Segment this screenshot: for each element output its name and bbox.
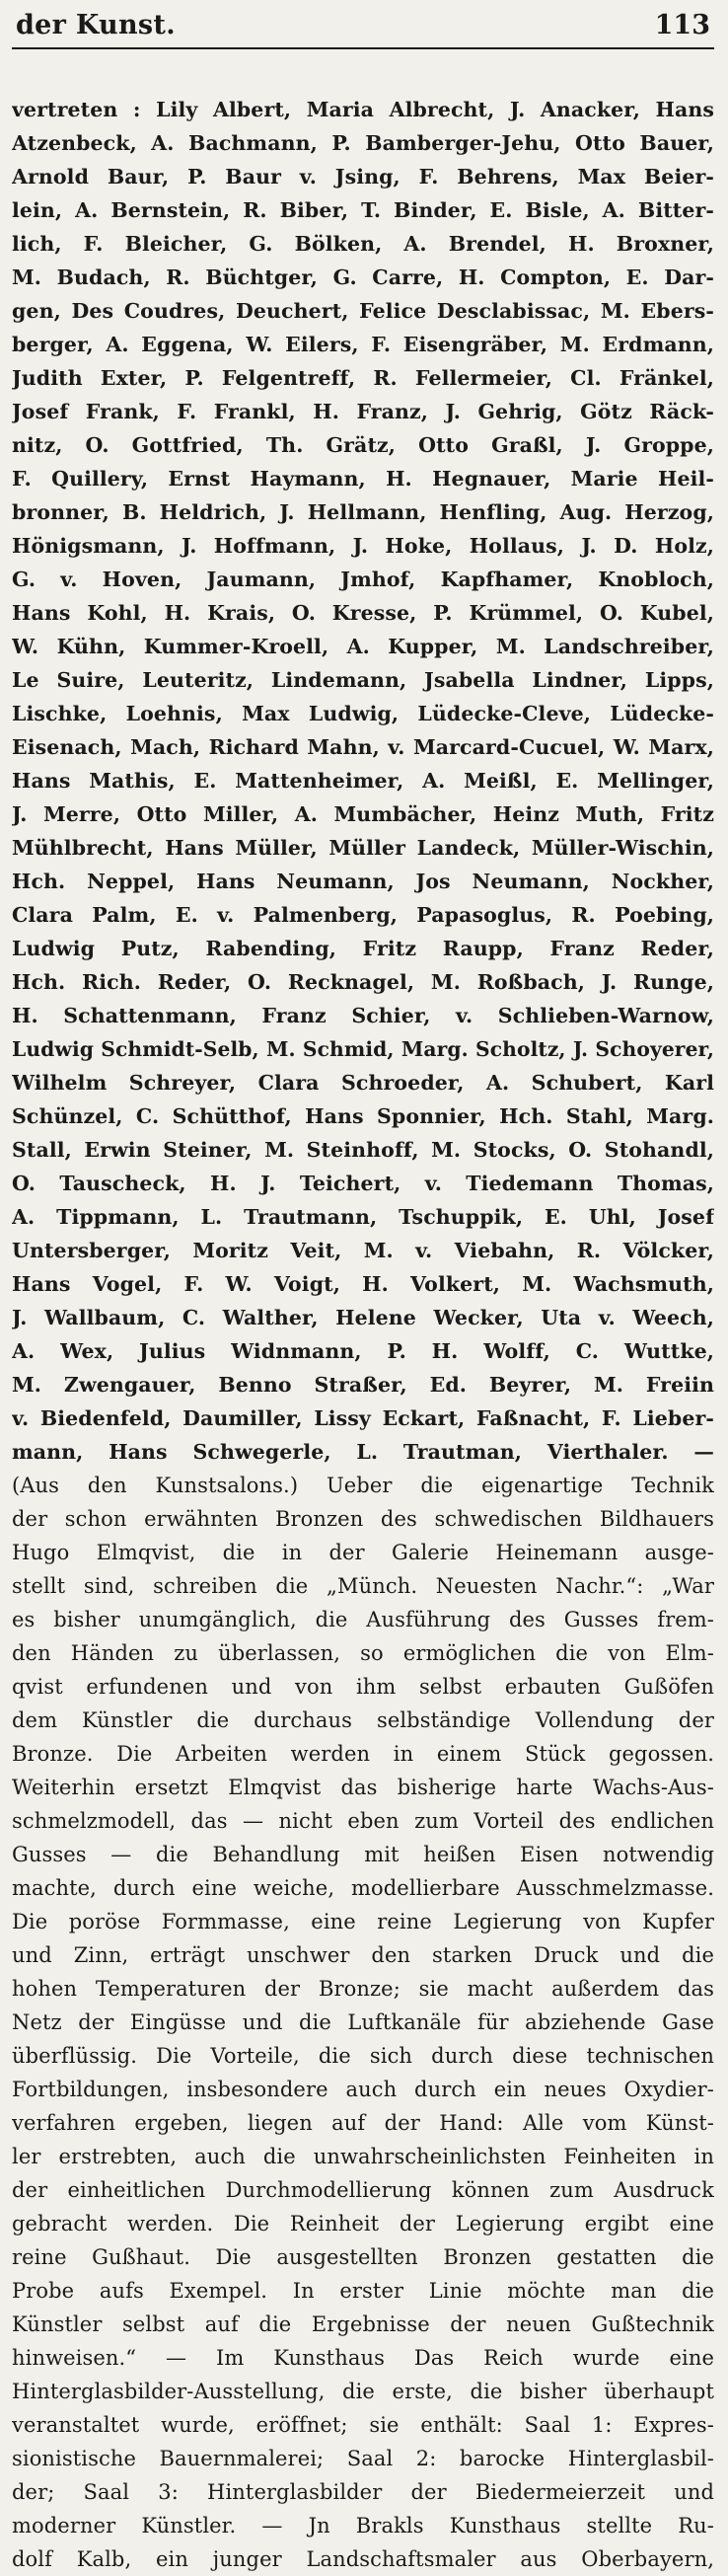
text-line: der schon erwähnten Bronzen des schwedischen Bildhauers xyxy=(12,1507,714,1531)
text-line: F. Quillery, Ernst Haymann, H. Hegnauer, Marie Heil- xyxy=(12,467,714,491)
text-line: Hans Vogel, F. W. Voigt, H. Volkert, M. Wachsmuth, xyxy=(12,1272,714,1296)
text-line: Mühlbrecht, Hans Müller, Müller Landeck, Müller-Wischin, xyxy=(12,836,714,860)
text-line: Ludwig Putz, Rabending, Fritz Raupp, Franz Reder, xyxy=(12,937,714,960)
text-line: stellt sind, schreiben die „Münch. Neuesten Nachr.“: „War xyxy=(12,1574,714,1598)
text-line: M. Zwengauer, Benno Straßer, Ed. Beyrer, M. Freiin xyxy=(12,1373,714,1397)
text-line: qvist erfundenen und von ihm selbst erbauten Gußöfen xyxy=(12,1675,714,1699)
body-text xyxy=(12,93,714,2576)
text-line: bronner, B. Heldrich, J. Hellmann, Henfling, Aug. Herzog, xyxy=(12,500,714,524)
text-line: den Händen zu überlassen, so ermöglichen die von Elm- xyxy=(12,1641,714,1665)
text-line: Hch. Rich. Reder, O. Recknagel, M. Roßbach, J. Runge, xyxy=(12,970,714,994)
text-line: reine Gußhaut. Die ausgestellten Bronzen gestatten die xyxy=(12,2245,714,2269)
text-line: Atzenbeck, A. Bachmann, P. Bamberger-Jehu, Otto Bauer, xyxy=(12,131,714,155)
text-line: berger, A. Eggena, W. Eilers, F. Eisengräber, M. Erdmann, xyxy=(12,333,714,356)
text-line: Schünzel, C. Schütthof, Hans Sponnier, Hch. Stahl, Marg. xyxy=(12,1104,714,1128)
text-line: H. Schattenmann, Franz Schier, v. Schlieben-Warnow, xyxy=(12,1004,714,1027)
text-line: lein, A. Bernstein, R. Biber, T. Binder, E. Bisle, A. Bitter- xyxy=(12,198,714,222)
text-line: Weiterhin ersetzt Elmqvist das bisherige harte Wachs-Aus- xyxy=(12,1776,714,1799)
text-line: Hans Mathis, E. Mattenheimer, A. Meißl, E. Mellinger, xyxy=(12,769,714,793)
text-line: nitz, O. Gottfried, Th. Grätz, Otto Graßl, J. Groppe, xyxy=(12,433,714,457)
text-line: moderner Künstler. — Jn Brakls Kunsthaus stellte Ru- xyxy=(12,2514,714,2538)
text-line: gebracht werden. Die Reinheit der Legierung ergibt eine xyxy=(12,2212,714,2235)
text-line: überflüssig. Die Vorteile, die sich durch diese technischen xyxy=(12,2044,714,2068)
text-line: Eisenach, Mach, Richard Mahn, v. Marcard-Cucuel, W. Marx, xyxy=(12,735,714,759)
text-line: Hinterglasbilder-Ausstellung, die erste, die bisher überhaupt xyxy=(12,2380,714,2403)
text-line: hinweisen.“ — Im Kunsthaus Das Reich wurde eine xyxy=(12,2346,714,2370)
text-line: Fortbildungen, insbesondere auch durch ein neues Oxydier- xyxy=(12,2078,714,2101)
text-line: A. Wex, Julius Widnmann, P. H. Wolff, C. Wuttke, xyxy=(12,1339,714,1363)
text-line: Josef Frank, F. Frankl, H. Franz, J. Gehrig, Götz Räck- xyxy=(12,400,714,423)
text-line: Hch. Neppel, Hans Neumann, Jos Neumann, Nockher, xyxy=(12,870,714,893)
text-line: J. Wallbaum, C. Walther, Helene Wecker, Uta v. Weech, xyxy=(12,1306,714,1329)
page-number: 113 xyxy=(654,10,710,40)
text-line: dolf Kalb, ein junger Landschaftsmaler aus Oberbayern, xyxy=(12,2547,714,2571)
text-line: (Aus den Kunstsalons.) Ueber die eigenartige Technik xyxy=(12,1474,714,1497)
text-line: Künstler selbst auf die Ergebnisse der neuen Gußtechnik xyxy=(12,2312,714,2336)
text-line: Netz der Eingüsse und die Luftkanäle für abziehende Gase xyxy=(12,2010,714,2034)
text-line: A. Tippmann, L. Trautmann, Tschuppik, E. Uhl, Josef xyxy=(12,1205,714,1229)
text-line: Bronze. Die Arbeiten werden in einem Stück gegossen. xyxy=(12,1742,714,1766)
text-line: gen, Des Coudres, Deuchert, Felice Desclabissac, M. Ebers- xyxy=(12,299,714,323)
text-line: Hönigsmann, J. Hoffmann, J. Hoke, Hollaus, J. D. Holz, xyxy=(12,534,714,558)
text-line: Ludwig Schmidt-Selb, M. Schmid, Marg. Scholtz, J. Schoyerer, xyxy=(12,1037,714,1061)
text-line: Arnold Baur, P. Baur v. Jsing, F. Behrens, Max Beier- xyxy=(12,165,714,189)
text-line: es bisher unumgänglich, die Ausführung des Gusses frem- xyxy=(12,1608,714,1631)
text-line: Stall, Erwin Steiner, M. Steinhoff, M. Stocks, O. Stohandl, xyxy=(12,1138,714,1162)
text-line: J. Merre, Otto Miller, A. Mumbächer, Heinz Muth, Fritz xyxy=(12,802,714,826)
text-line: M. Budach, R. Büchtger, G. Carre, H. Compton, E. Dar- xyxy=(12,265,714,289)
text-line: der einheitlichen Durchmodellierung können zum Ausdruck xyxy=(12,2178,714,2202)
text-line: G. v. Hoven, Jaumann, Jmhof, Kapfhamer, Knobloch, xyxy=(12,568,714,591)
text-line: Le Suire, Leuteritz, Lindemann, Jsabella Lindner, Lipps, xyxy=(12,668,714,692)
text-line: lich, F. Bleicher, G. Bölken, A. Brendel, H. Broxner, xyxy=(12,232,714,256)
text-line: machte, durch eine weiche, modellierbare Ausschmelzmasse. xyxy=(12,1876,714,1900)
text-line: der; Saal 3: Hinterglasbilder der Biedermeierzeit und xyxy=(12,2480,714,2504)
text-line: W. Kühn, Kummer-Kroell, A. Kupper, M. Landschreiber, xyxy=(12,635,714,658)
text-line: ler erstrebten, auch die unwahrscheinlichsten Feinheiten in xyxy=(12,2145,714,2168)
text-line: v. Biedenfeld, Daumiller, Lissy Eckart, Faßnacht, F. Lieber- xyxy=(12,1406,714,1430)
header-rule xyxy=(12,47,714,49)
text-line: Wilhelm Schreyer, Clara Schroeder, A. Schubert, Karl xyxy=(12,1071,714,1095)
text-line: veranstaltet wurde, eröffnet; sie enthält: Saal 1: Expres- xyxy=(12,2413,714,2437)
running-head: der Kunst. xyxy=(16,10,176,40)
text-line: schmelzmodell, das — nicht eben zum Vorteil des endlichen xyxy=(12,1809,714,1833)
text-line: Hans Kohl, H. Krais, O. Kresse, P. Krümmel, O. Kubel, xyxy=(12,601,714,625)
text-line: Lischke, Loehnis, Max Ludwig, Lüdecke-Cleve, Lüdecke- xyxy=(12,702,714,725)
text-line: sionistische Bauernmalerei; Saal 2: barocke Hinterglasbil- xyxy=(12,2447,714,2470)
text-line: Probe aufs Exempel. In erster Linie möchte man die xyxy=(12,2279,714,2303)
text-line: Clara Palm, E. v. Palmenberg, Papasoglus, R. Poebing, xyxy=(12,903,714,927)
text-line: hohen Temperaturen der Bronze; sie macht außerdem das xyxy=(12,1977,714,2001)
text-line: und Zinn, erträgt unschwer den starken Druck und die xyxy=(12,1943,714,1967)
text-line: mann, Hans Schwegerle, L. Trautman, Vierthaler. — xyxy=(12,1440,714,1464)
text-line: vertreten : Lily Albert, Maria Albrecht, J. Anacker, Hans xyxy=(12,98,714,121)
text-line: Hugo Elmqvist, die in der Galerie Heinemann ausge- xyxy=(12,1541,714,1564)
text-line: Judith Exter, P. Felgentreff, R. Fellermeier, Cl. Fränkel, xyxy=(12,366,714,390)
text-line: Gusses — die Behandlung mit heißen Eisen notwendig xyxy=(12,1843,714,1866)
text-line: O. Tauscheck, H. J. Teichert, v. Tiedemann Thomas, xyxy=(12,1172,714,1195)
page-header xyxy=(12,0,714,47)
text-line: Untersberger, Moritz Veit, M. v. Viebahn, R. Völcker, xyxy=(12,1239,714,1262)
text-line: dem Künstler die durchaus selbständige Vollendung der xyxy=(12,1708,714,1732)
text-line: verfahren ergeben, liegen auf der Hand: Alle vom Künst- xyxy=(12,2111,714,2135)
text-line: Die poröse Formmasse, eine reine Legierung von Kupfer xyxy=(12,1910,714,1933)
